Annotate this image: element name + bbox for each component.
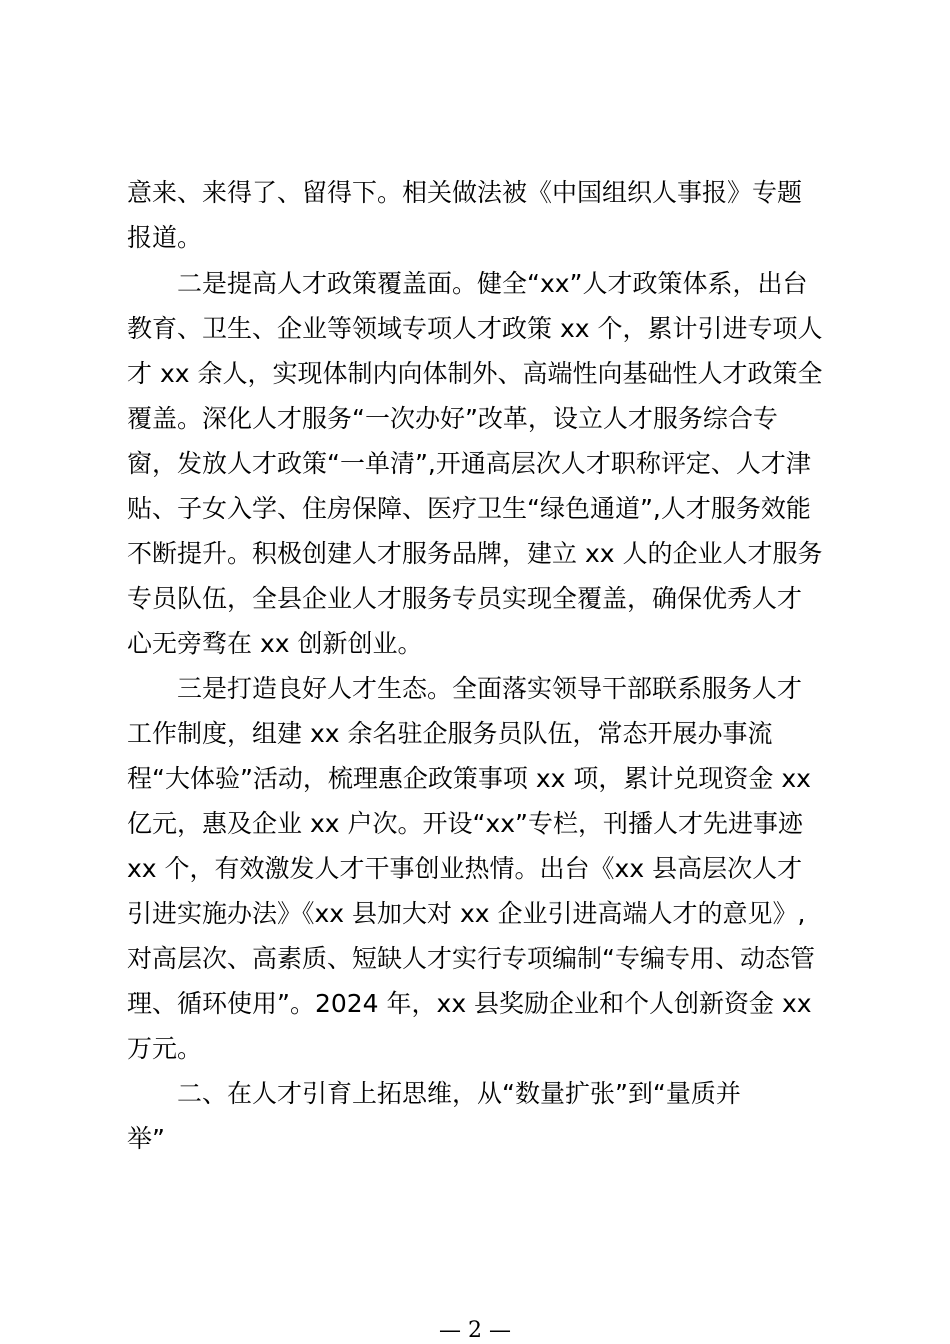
section-heading-line: 二、在人才引育上拓思维，从“数量扩张”到“量质并 <box>177 1079 741 1108</box>
page-number: — 2 — <box>439 1318 511 1343</box>
paragraph-line: 意来、来得了、留得下。相关做法被《中国组织人事报》专题 <box>127 178 803 207</box>
paragraph-line: 窗，发放人才政策“一单清”,开通高层次人才职称评定、人才津 <box>127 449 811 478</box>
paragraph-line: 贴、子女入学、住房保障、医疗卫生“绿色通道”,人才服务效能 <box>127 494 811 523</box>
paragraph-line: 报道。 <box>127 223 203 252</box>
paragraph-line: 对高层次、高素质、短缺人才实行专项编制“专编专用、动态管 <box>127 944 815 973</box>
paragraph-line: 覆盖。深化人才服务“一次办好”改革，设立人才服务综合专 <box>127 404 778 433</box>
paragraph-line: 程“大体验”活动，梳理惠企政策事项 xx 项，累计兑现资金 xx <box>127 764 811 793</box>
paragraph-line: 教育、卫生、企业等领域专项人才政策 xx 个，累计引进专项人 <box>127 314 823 343</box>
paragraph-line: 工作制度，组建 xx 余名驻企服务员队伍，常态开展办事流 <box>127 719 773 748</box>
paragraph-line: 万元。 <box>127 1034 203 1063</box>
paragraph-line: xx 个，有效激发人才干事创业热情。出台《xx 县高层次人才 <box>127 854 803 883</box>
paragraph-line: 二是提高人才政策覆盖面。健全“xx”人才政策体系，出台 <box>177 269 808 298</box>
paragraph-line: 引进实施办法》《xx 县加大对 xx 企业引进高端人才的意见》, <box>127 899 806 928</box>
paragraph-line: 才 xx 余人，实现体制内向体制外、高端性向基础性人才政策全 <box>127 359 823 388</box>
paragraph-line: 三是打造良好人才生态。全面落实领导干部联系服务人才 <box>177 674 803 703</box>
paragraph-line: 不断提升。积极创建人才服务品牌，建立 xx 人的企业人才服务 <box>127 539 823 568</box>
paragraph-line: 亿元，惠及企业 xx 户次。开设“xx”专栏，刊播人才先进事迹 <box>127 809 803 838</box>
paragraph-line: 理、循环使用”。2024 年，xx 县奖励企业和个人创新资金 xx <box>127 989 812 1018</box>
paragraph-line: 专员队伍，全县企业人才服务专员实现全覆盖，确保优秀人才 <box>127 584 803 613</box>
paragraph-line: 心无旁骛在 xx 创新创业。 <box>127 629 423 658</box>
section-heading-line: 举” <box>127 1124 165 1153</box>
